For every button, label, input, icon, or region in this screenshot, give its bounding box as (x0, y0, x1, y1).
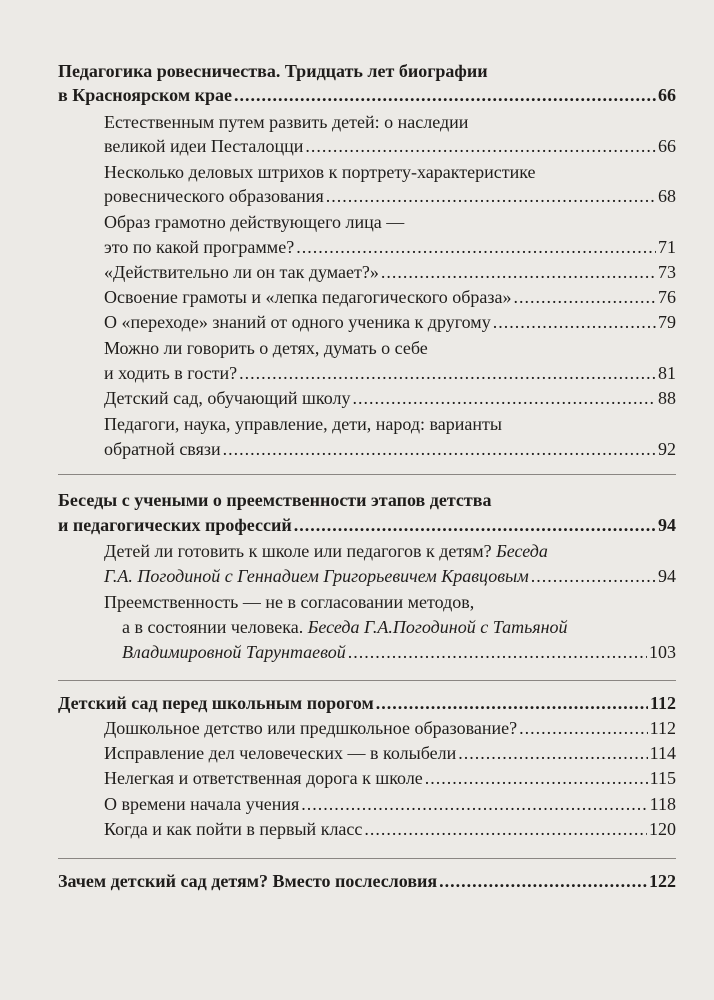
item-2-1-label: Беседа (496, 541, 548, 561)
leader-dots (493, 311, 656, 333)
item-2-2-line1: Преемственность — не в согласовании методов, (104, 592, 475, 612)
leader-dots (301, 793, 647, 815)
item-1-1 (104, 135, 676, 157)
section-1-title-line1: Педагогика ровесничества. Тридцать лет биографии (58, 61, 488, 81)
item-3-5-text: Когда и как пойти в первый класс (104, 819, 363, 839)
item-1-9 (104, 438, 676, 460)
item-2-1-line2: Г.А. Погодиной с Геннадием Григорьевичем Кравцовым (104, 566, 529, 586)
item-1-6-page: 79 (658, 312, 676, 332)
item-1-8 (104, 387, 676, 409)
section-divider (58, 474, 676, 475)
item-1-4 (104, 261, 676, 283)
section-2-page: 94 (658, 515, 676, 535)
item-3-1-page: 112 (649, 718, 676, 738)
section-1-entry (58, 84, 676, 106)
item-2-2-line3: Владимировной Тарунтаевой (122, 642, 346, 662)
section-2-entry (58, 514, 676, 536)
leader-dots (305, 135, 656, 157)
item-3-3-text: Нелегкая и ответственная дорога к школе (104, 768, 423, 788)
item-3-3-page: 115 (649, 768, 676, 788)
section-2-title-line2: и педагогических профессий (58, 515, 292, 535)
item-1-7-page: 81 (658, 363, 676, 383)
leader-dots (348, 641, 647, 663)
item-1-1-line1: Естественным путем развить детей: о наследии (104, 112, 469, 132)
item-1-8-page: 88 (658, 388, 676, 408)
section-3-entry (58, 692, 676, 714)
section-divider (58, 680, 676, 681)
section-4-page: 122 (649, 871, 676, 891)
leader-dots (381, 261, 656, 283)
item-1-7-line1: Можно ли говорить о детях, думать о себе (104, 338, 428, 358)
item-1-2-line1: Несколько деловых штрихов к портрету-характеристике (104, 162, 536, 182)
item-1-9-line1: Педагоги, наука, управление, дети, народ: варианты (104, 414, 503, 434)
item-3-2-page: 114 (649, 743, 676, 763)
leader-dots (234, 84, 656, 106)
leader-dots (239, 362, 656, 384)
item-2-2-label: Беседа Г.А.Погодиной с Татьяной (307, 617, 568, 637)
section-4-title: Зачем детский сад детям? Вместо послесловия (58, 871, 438, 891)
leader-dots (425, 767, 648, 789)
item-1-3-line1: Образ грамотно действующего лица — (104, 212, 405, 232)
item-3-4 (104, 793, 676, 815)
leader-dots (223, 438, 656, 460)
item-1-1-line2: великой идеи Песталоцци (104, 136, 304, 156)
leader-dots (352, 387, 656, 409)
item-1-2-page: 68 (658, 186, 676, 206)
item-1-2 (104, 185, 676, 207)
leader-dots (364, 818, 647, 840)
leader-dots (531, 565, 656, 587)
leader-dots (514, 286, 657, 308)
item-3-1 (104, 717, 676, 739)
item-3-5 (104, 818, 676, 840)
item-3-1-text: Дошкольное детство или предшкольное образование? (104, 718, 518, 738)
item-3-4-page: 118 (649, 794, 676, 814)
item-2-1-title: Детей ли готовить к школе или педагогов к детям? (104, 541, 492, 561)
item-3-2 (104, 742, 676, 764)
leader-dots (519, 717, 648, 739)
section-1-page: 66 (658, 85, 676, 105)
leader-dots (326, 185, 656, 207)
section-1-title-line2: в Красноярском крае (58, 85, 232, 105)
item-1-5-page: 76 (658, 287, 676, 307)
item-1-9-page: 92 (658, 439, 676, 459)
item-1-7 (104, 362, 676, 384)
item-1-3 (104, 236, 676, 258)
item-3-5-page: 120 (649, 819, 676, 839)
item-1-5-text: Освоение грамоты и «лепка педагогического образа» (104, 287, 512, 307)
item-1-5 (104, 286, 676, 308)
item-2-2-page: 103 (649, 642, 676, 662)
item-1-4-text: «Действительно ли он так думает?» (104, 262, 379, 282)
section-3-title: Детский сад перед школьным порогом (58, 693, 374, 713)
item-2-1 (104, 565, 676, 587)
leader-dots (458, 742, 647, 764)
item-2-1-line1 (104, 540, 548, 562)
item-2-2 (122, 641, 676, 663)
item-1-6-text: О «переходе» знаний от одного ученика к другому (104, 312, 491, 332)
item-1-3-page: 71 (658, 237, 676, 257)
leader-dots (376, 692, 648, 714)
item-3-2-text: Исправление дел человеческих — в колыбели (104, 743, 457, 763)
item-1-8-text: Детский сад, обучающий школу (104, 388, 351, 408)
section-2-title-line1: Беседы с учеными о преемственности этапов детства (58, 490, 492, 510)
leader-dots (296, 236, 656, 258)
item-2-1-page: 94 (658, 566, 676, 586)
item-1-6 (104, 311, 676, 333)
item-1-1-page: 66 (658, 136, 676, 156)
item-1-3-line2: это по какой программе? (104, 237, 295, 257)
item-2-2-title-cont: а в состоянии человека. (122, 617, 304, 637)
item-2-2-line2 (122, 616, 568, 638)
item-1-2-line2: ровеснического образования (104, 186, 324, 206)
leader-dots (294, 514, 656, 536)
section-3-page: 112 (649, 693, 676, 713)
item-3-3 (104, 767, 676, 789)
item-1-7-line2: и ходить в гости? (104, 363, 238, 383)
item-3-4-text: О времени начала учения (104, 794, 300, 814)
section-divider (58, 858, 676, 859)
item-1-4-page: 73 (658, 262, 676, 282)
section-4-entry (58, 870, 676, 892)
item-1-9-line2: обратной связи (104, 439, 221, 459)
leader-dots (439, 870, 647, 892)
